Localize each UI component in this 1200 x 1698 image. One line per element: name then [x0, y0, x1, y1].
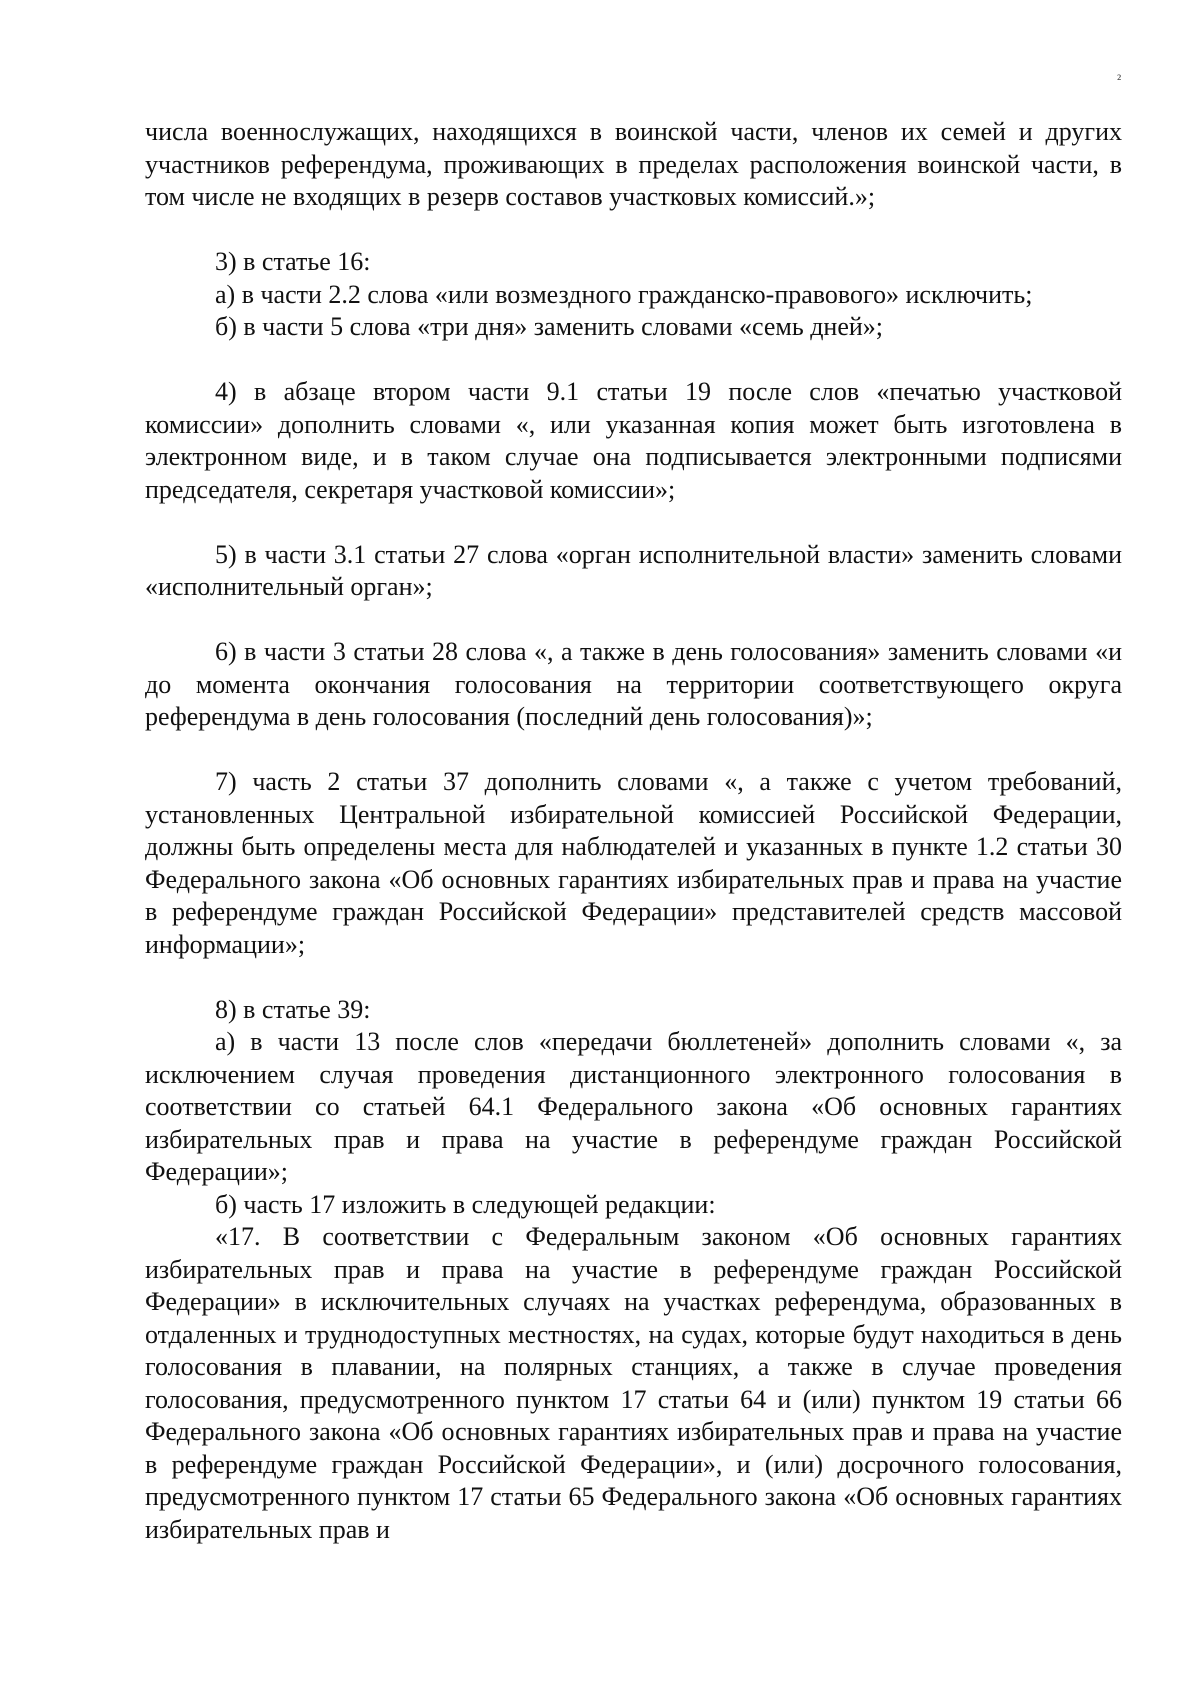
paragraph-item-4: 4) в абзаце втором части 9.1 статьи 19 после слов «печатью участковой комиссии» дополнить словами «, или указанная копия может быть изготовлена в электронном виде, и в таком случае она подписывается электронными подписями председателя, секретаря участковой комиссии»; [145, 377, 1122, 504]
paragraph-quoted-17: «17. В соответствии с Федеральным законом «Об основных гарантиях избирательных прав и права на участие в референдуме граждан Российской Федерации» в исключительных случаях на участках референдума, образованных в отдаленных и труднодоступных местностях, на судах, которые будут находиться в день голосования в плавании, на полярных станциях, а также в случае проведения голосования, предусмотренного пунктом 17 статьи 64 и (или) пунктом 19 статьи 66 Федерального закона «Об основных гарантиях избирательных прав и права на участие в референдуме граждан Российской Федерации», и (или) досрочного голосования, предусмотренного пунктом 17 статьи 65 Федерального закона «Об основных гарантиях избирательных прав и [145, 1222, 1122, 1544]
paragraph-item-7: 7) часть 2 статьи 37 дополнить словами «, а также с учетом требований, установленных Центральной избирательной комиссией Российской Федерации, должны быть определены места для наблюдателей и указанных в пункте 1.2 статьи 30 Федерального закона «Об основных гарантиях избирательных прав и права на участие в референдуме граждан Российской Федерации» представителей средств массовой информации»; [145, 767, 1122, 959]
paragraph-item-8b: б) часть 17 изложить в следующей редакции: [215, 1189, 716, 1219]
paragraph-item-5: 5) в части 3.1 статьи 27 слова «орган исполнительной власти» заменить словами «исполнительный орган»; [145, 539, 1122, 601]
paragraph-item-3b: б) в части 5 слова «три дня» заменить словами «семь дней»; [215, 312, 884, 341]
paragraph-item-8: 8) в статье 39: [215, 994, 371, 1024]
document-body [145, 116, 1122, 1546]
paragraph-item-8a: а) в части 13 после слов «передачи бюллетеней» дополнить словами «, за исключением случая проведения дистанционного электронного голосования в соответствии со статьей 64.1 Федерального закона «Об основных гарантиях избирательных прав и права на участие в референдуме граждан Российской Федерации»; [145, 1027, 1122, 1186]
paragraph-item-6: 6) в части 3 статьи 28 слова «, а также в день голосования» заменить словами «и до момента окончания голосования на территории соответствующего округа референдума в день голосования (последний день голосования)»; [145, 637, 1122, 731]
page-corner-mark: ² [1117, 73, 1122, 88]
paragraph-item-3a: а) в части 2.2 слова «или возмездного гражданско-правового» исключить; [215, 279, 1033, 309]
paragraph-continuation: числа военнослужащих, находящихся в воинской части, членов их семей и других участников референдума, проживающих в пределах расположения воинской части, в том числе не входящих в резерв составов участковых комиссий.»; [145, 117, 1122, 211]
paragraph-item-3: 3) в статье 16: [215, 247, 371, 276]
